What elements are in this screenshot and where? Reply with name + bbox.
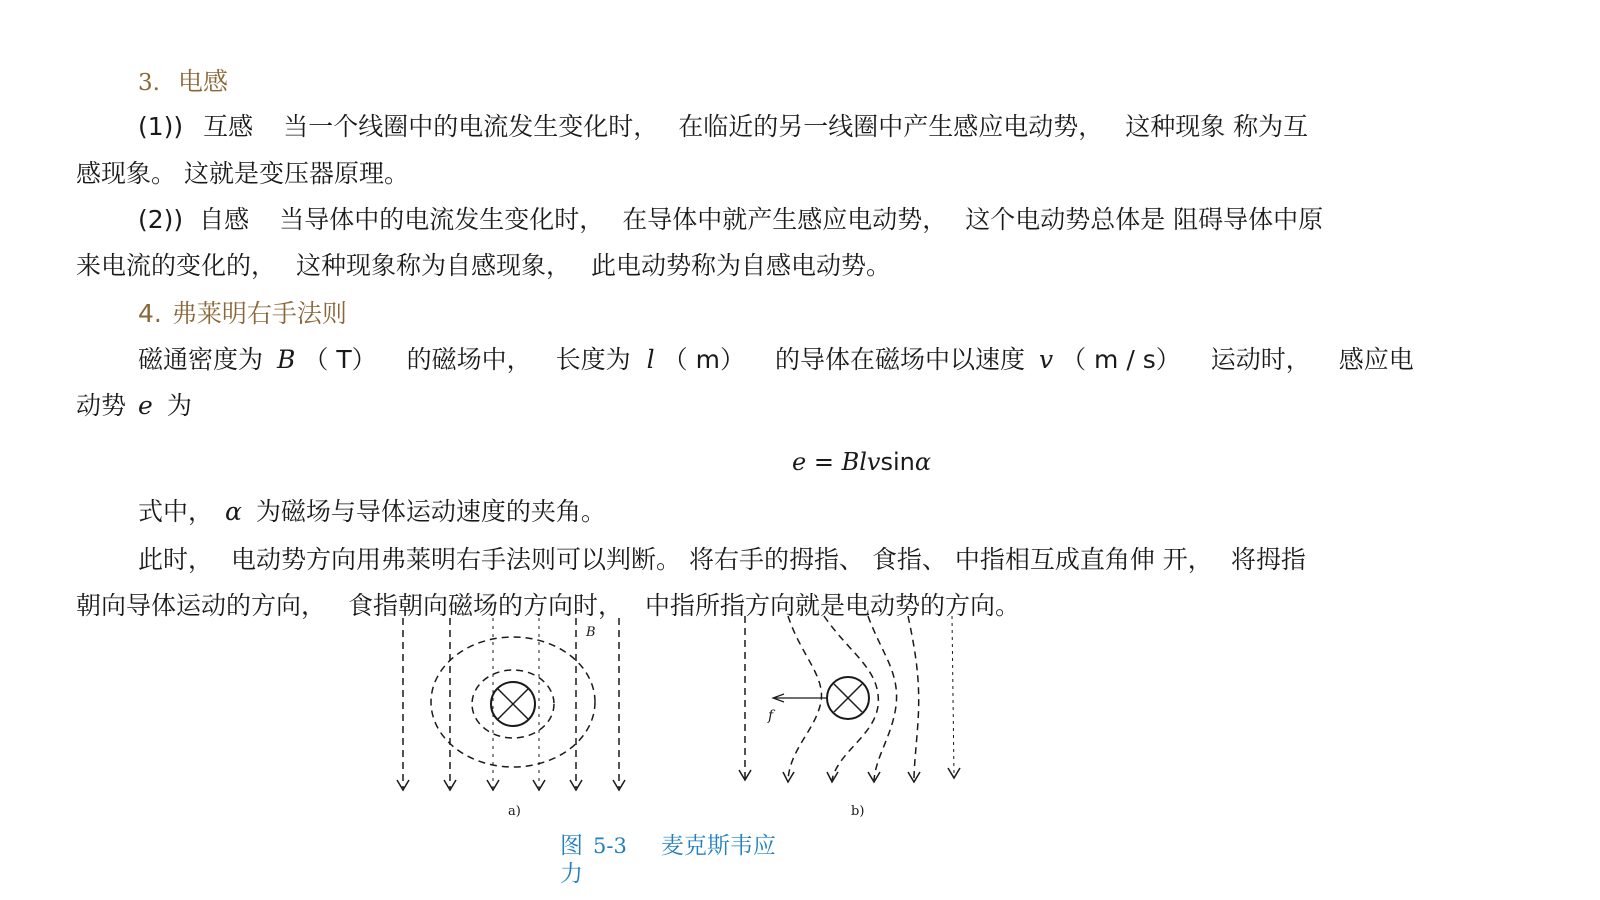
formula-rhs: Blv xyxy=(841,448,881,476)
conductor-a-icon xyxy=(491,682,535,726)
term-mutual-inductance: 互感 xyxy=(203,112,254,141)
formula-equals: = xyxy=(806,448,842,476)
var-e: e xyxy=(138,391,153,420)
text-segment: 当一个线圈中的电流发生变化时， xyxy=(283,112,659,141)
section-number: 4. xyxy=(138,299,162,328)
label-f: f xyxy=(768,708,774,724)
label-b: b) xyxy=(851,804,865,819)
text-segment: 为磁场与导体运动速度的夹角。 xyxy=(255,497,606,526)
text-segment: 此电动势称为自感电动势。 xyxy=(591,251,892,280)
item-label: (1)) xyxy=(138,112,184,141)
section-title: 电感 xyxy=(177,67,228,96)
text-segment: 这个电动势总体是 阻碍导体中原 xyxy=(965,205,1324,234)
text-segment: 这种现象 称为互 xyxy=(1125,112,1309,141)
formula-sin: sin xyxy=(880,448,915,476)
caption-title: 麦克斯韦应 xyxy=(660,833,776,859)
unit-m-per-s: （ m / s） xyxy=(1061,345,1181,374)
label-B: B xyxy=(586,625,596,640)
unit-T: （ T） xyxy=(303,345,377,374)
text-segment: 磁通密度为 xyxy=(138,345,264,374)
text-segment: 来电流的变化的， xyxy=(76,251,277,280)
text-segment: 当导体中的电流发生变化时， xyxy=(279,205,605,234)
paragraph-self-inductance-line2 xyxy=(76,251,891,281)
paragraph-emf-line1 xyxy=(138,345,1414,375)
caption-line1 xyxy=(560,832,776,860)
var-l: l xyxy=(646,345,655,374)
formula-angle: α xyxy=(914,448,932,476)
section-4-heading xyxy=(138,294,347,330)
paragraph-mutual-inductance-line1 xyxy=(138,112,1308,142)
formula-lhs: e xyxy=(792,448,807,476)
text-segment: 在导体中就产生感应电动势， xyxy=(622,205,948,234)
text-segment: 的磁场中， xyxy=(406,345,532,374)
var-v: v xyxy=(1038,345,1054,374)
caption-prefix: 图 xyxy=(560,833,583,859)
text-segment: 朝向导体运动的方向， xyxy=(76,591,327,620)
text-segment: 感现象。 这就是变压器原理。 xyxy=(76,159,409,188)
caption-line2: 力 xyxy=(560,861,583,887)
figure-maxwell-force xyxy=(390,610,990,825)
text-segment: 此时， xyxy=(138,545,214,574)
text-segment: 长度为 xyxy=(555,345,631,374)
text-segment: 为 xyxy=(166,391,192,420)
text-segment: 电动势方向用弗莱明右手法则可以判断。 将右手的拇指、 食指、 中指相互成直角伸 开， xyxy=(231,545,1213,574)
var-alpha: α xyxy=(225,497,242,526)
item-label: (2)) xyxy=(138,205,184,234)
caption-number: 5-3 xyxy=(593,834,627,858)
panel-a-arrows xyxy=(397,780,625,790)
section-3-heading xyxy=(138,62,228,98)
paragraph-emf-line2 xyxy=(76,391,192,421)
text-segment: 式中， xyxy=(138,497,214,526)
panel-a-outer-field-circle xyxy=(431,637,595,767)
unit-m: （ m） xyxy=(662,345,745,374)
paragraph-self-inductance-line1 xyxy=(138,205,1323,235)
text-segment: 在临近的另一线圈中产生感应电动势， xyxy=(678,112,1104,141)
conductor-b-icon xyxy=(827,677,869,719)
label-a: a) xyxy=(508,804,521,819)
text-segment: 食指朝向磁场的方向时， xyxy=(348,591,624,620)
paragraph-mutual-inductance-line2 xyxy=(76,159,409,189)
text-segment: 中指所指方向就是电动势的方向。 xyxy=(645,591,1021,620)
text-segment: 的导体在磁场中以速度 xyxy=(774,345,1025,374)
var-B: B xyxy=(277,345,296,374)
text-segment: 将拇指 xyxy=(1230,545,1306,574)
text-segment: 感应电 xyxy=(1338,345,1414,374)
text-segment: 动势 xyxy=(76,391,127,420)
section-title: 弗莱明右手法则 xyxy=(171,299,347,328)
paragraph-alpha xyxy=(138,497,606,527)
paragraph-right-hand-rule-line1 xyxy=(138,545,1306,575)
panel-b-arrows xyxy=(739,768,960,782)
text-segment: 这种现象称为自感现象， xyxy=(296,251,572,280)
section-number: 3. xyxy=(138,70,160,96)
emf-formula xyxy=(792,448,931,476)
term-self-inductance: 自感 xyxy=(199,205,250,234)
figure-caption xyxy=(560,832,776,888)
force-arrow xyxy=(773,694,827,702)
text-segment: 运动时， xyxy=(1210,345,1311,374)
